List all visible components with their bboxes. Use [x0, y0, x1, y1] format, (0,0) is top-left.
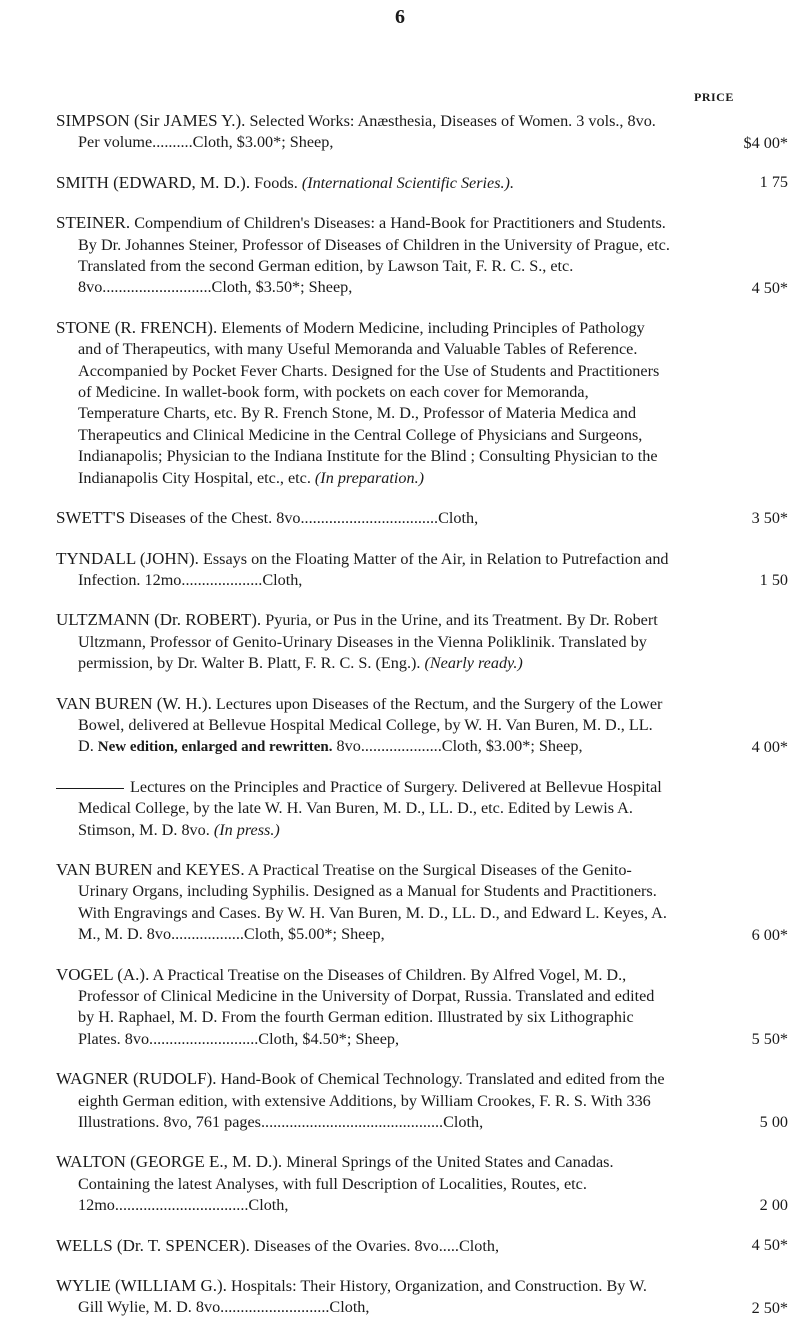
entry-author: WELLS (Dr. T. SPENCER).	[56, 1235, 250, 1255]
edition-note: New edition, enlarged and rewritten.	[97, 739, 333, 756]
entry-author: VAN BUREN (W. H.).	[56, 693, 212, 713]
catalog-entries	[56, 110, 788, 1337]
entry-author: STONE (R. FRENCH).	[56, 317, 218, 337]
entry-author: TYNDALL (JOHN).	[56, 548, 199, 568]
entry-text	[56, 859, 670, 946]
entry-author: SWETT'S	[56, 508, 126, 528]
catalog-entry	[56, 693, 788, 759]
entry-description: Mineral Springs of the United States and Canadas. Containing the latest Analyses, with full Description of Localities, Routes, etc. 12mo.................................Cloth,	[78, 1153, 614, 1215]
price-column-header: PRICE	[694, 90, 734, 104]
entry-author: SMITH (EDWARD, M. D.).	[56, 172, 251, 192]
entry-text	[56, 548, 670, 592]
catalog-entry	[56, 548, 788, 592]
entry-text	[56, 777, 670, 841]
entry-description: Diseases of the Chest. 8vo..................................Cloth,	[125, 509, 479, 528]
entry-description: Elements of Modern Medicine, including Principles of Pathology and of Therapeutics, with many Useful Memoranda and Valuable Tables of Reference. Accompanied by Pocket Fever Charts. Designed for the Use of Students and Practitioners of Medicine. In wallet-book form, with pockets on each cover for Memoranda, Temperature Charts, etc. By R. French Stone, M. D., Professor of Materia Medica and Therapeutics and Clinical Medicine in the Central College of Physicians and Surgeons, Indianapolis; Physician to the Indiana Institute for the Blind ; Consulting Physician to the Indianapolis City Hospital, etc., etc.	[78, 318, 660, 487]
entry-text	[56, 110, 670, 154]
entry-price: 1 50	[759, 571, 788, 590]
entry-author: SIMPSON (Sir JAMES Y.).	[56, 111, 246, 130]
catalog-entry	[56, 110, 788, 154]
entry-description: Compendium of Children's Diseases: a Hand-Book for Practitioners and Students. By Dr. Johannes Steiner, Professor of Diseases of Children in the University of Prague, etc. Translated from the second German edition, by Lawson Tait, F. R. C. S., etc. 8vo...........................Cloth, $3.50*; Sheep,	[78, 214, 670, 297]
catalog-entry	[56, 1068, 788, 1133]
entry-description: A Practical Treatise on the Surgical Diseases of the Genito-Urinary Organs, including Syphilis. Designed as a Manual for Students and Practitioners. With Engravings and Cases. By W. H. Van Buren, M. D., LL. D., and Edward L. Keyes, A. M., M. D. 8vo..................Cloth, $5.00*; Sheep,	[78, 860, 667, 944]
entry-description: Diseases of the Ovaries. 8vo.....Cloth,	[249, 1236, 500, 1255]
entry-description-cont: 8vo....................Cloth, $3.00*; Sheep,	[332, 737, 583, 756]
catalog-entry	[56, 859, 788, 946]
entry-text	[56, 172, 670, 194]
catalog-entry	[56, 507, 788, 529]
entry-price: 6 00*	[751, 925, 788, 944]
entry-price: 3 50*	[751, 508, 788, 527]
entry-price: 5 00	[759, 1112, 788, 1131]
entry-description: Hand-Book of Chemical Technology. Translated and edited from the eighth German edition, with extensive Additions, by William Crookes, F. R. S. With 336 Illustrations. 8vo, 761 pages.............................................Cloth,	[78, 1070, 665, 1132]
catalog-entry	[56, 1235, 788, 1257]
entry-description: A Practical Treatise on the Diseases of Children. By Alfred Vogel, M. D., Professor of Clinical Medicine in the University of Dorpat, Russia. Translated and edited by H. Raphael, M. D. From the fourth German edition. Illustrated by six Lithographic Plates. 8vo...........................Cloth, $4.50*; Sheep,	[78, 965, 655, 1048]
entry-text	[56, 693, 670, 759]
ditto-dash	[56, 788, 124, 789]
catalog-entry	[56, 1275, 788, 1319]
entry-price: 4 50*	[751, 1236, 788, 1255]
catalog-entry	[56, 609, 778, 674]
catalog-entry	[78, 777, 778, 841]
entry-price: 2 50*	[751, 1298, 788, 1317]
entry-text	[56, 1151, 670, 1216]
entry-status-note: (In press.)	[213, 820, 280, 839]
entry-status-note: (International Scientific Series.).	[301, 173, 514, 192]
entry-text	[56, 964, 670, 1051]
entry-author: WAGNER (RUDOLF).	[56, 1069, 217, 1089]
entry-author: WALTON (GEORGE E., M. D.).	[56, 1152, 283, 1172]
entry-status-note: (In preparation.)	[314, 468, 425, 487]
entry-price: 5 50*	[751, 1030, 788, 1049]
catalog-entry	[56, 212, 788, 299]
catalog-entry	[56, 172, 788, 194]
entry-price: 2 00	[759, 1196, 788, 1215]
entry-text	[56, 1068, 670, 1133]
entry-price: $4 00*	[743, 133, 788, 152]
page-number: 6	[395, 6, 405, 28]
entry-text	[56, 317, 670, 489]
entry-description: Selected Works: Anæsthesia, Diseases of Women. 3 vols., 8vo. Per volume..........Cloth, $3.00*; Sheep,	[78, 112, 656, 152]
entry-text	[56, 507, 670, 529]
entry-author: WYLIE (WILLIAM G.).	[56, 1276, 227, 1296]
entry-author: ULTZMANN (Dr. ROBERT).	[56, 610, 262, 630]
catalog-entry	[56, 1151, 788, 1216]
entry-description: Essays on the Floating Matter of the Air, in Relation to Putrefaction and Infection. 12mo....................Cloth,	[78, 549, 669, 589]
entry-price: 1 75	[759, 173, 788, 192]
entry-status-note: (Nearly ready.)	[424, 654, 523, 673]
entry-author: STEINER.	[56, 213, 131, 233]
entry-author: VAN BUREN and KEYES.	[56, 859, 245, 879]
entry-text	[56, 212, 670, 299]
entry-text	[56, 1235, 670, 1257]
catalog-entry	[56, 317, 778, 489]
catalog-entry	[56, 964, 788, 1051]
entry-description: Pyuria, or Pus in the Urine, and its Treatment. By Dr. Robert Ultzmann, Professor of Genito-Urinary Diseases in the Vienna Poliklinik. Translated by permission, by Dr. Walter B. Platt, F. R. C. S. (Eng.).	[78, 611, 658, 673]
entry-price: 4 00*	[751, 738, 788, 757]
entry-author: VOGEL (A.).	[56, 964, 150, 984]
entry-text	[56, 1275, 670, 1319]
entry-text	[56, 609, 670, 674]
entry-price: 4 50*	[751, 278, 788, 297]
entry-description: Foods.	[250, 173, 302, 192]
entry-description: Lectures on the Principles and Practice of Surgery. Delivered at Bellevue Hospital Medical College, by the late W. H. Van Buren, M. D., LL. D., etc. Edited by Lewis A. Stimson, M. D. 8vo.	[78, 777, 662, 839]
entry-description: Lectures upon Diseases of the Rectum, and the Surgery of the Lower Bowel, delivered at Bellevue Hospital Medical College, by W. H. Van Buren, M. D., LL. D.	[78, 694, 663, 756]
entry-description: Hospitals: Their History, Organization, and Construction. By W. Gill Wylie, M. D. 8vo...........................Cloth,	[78, 1277, 647, 1317]
